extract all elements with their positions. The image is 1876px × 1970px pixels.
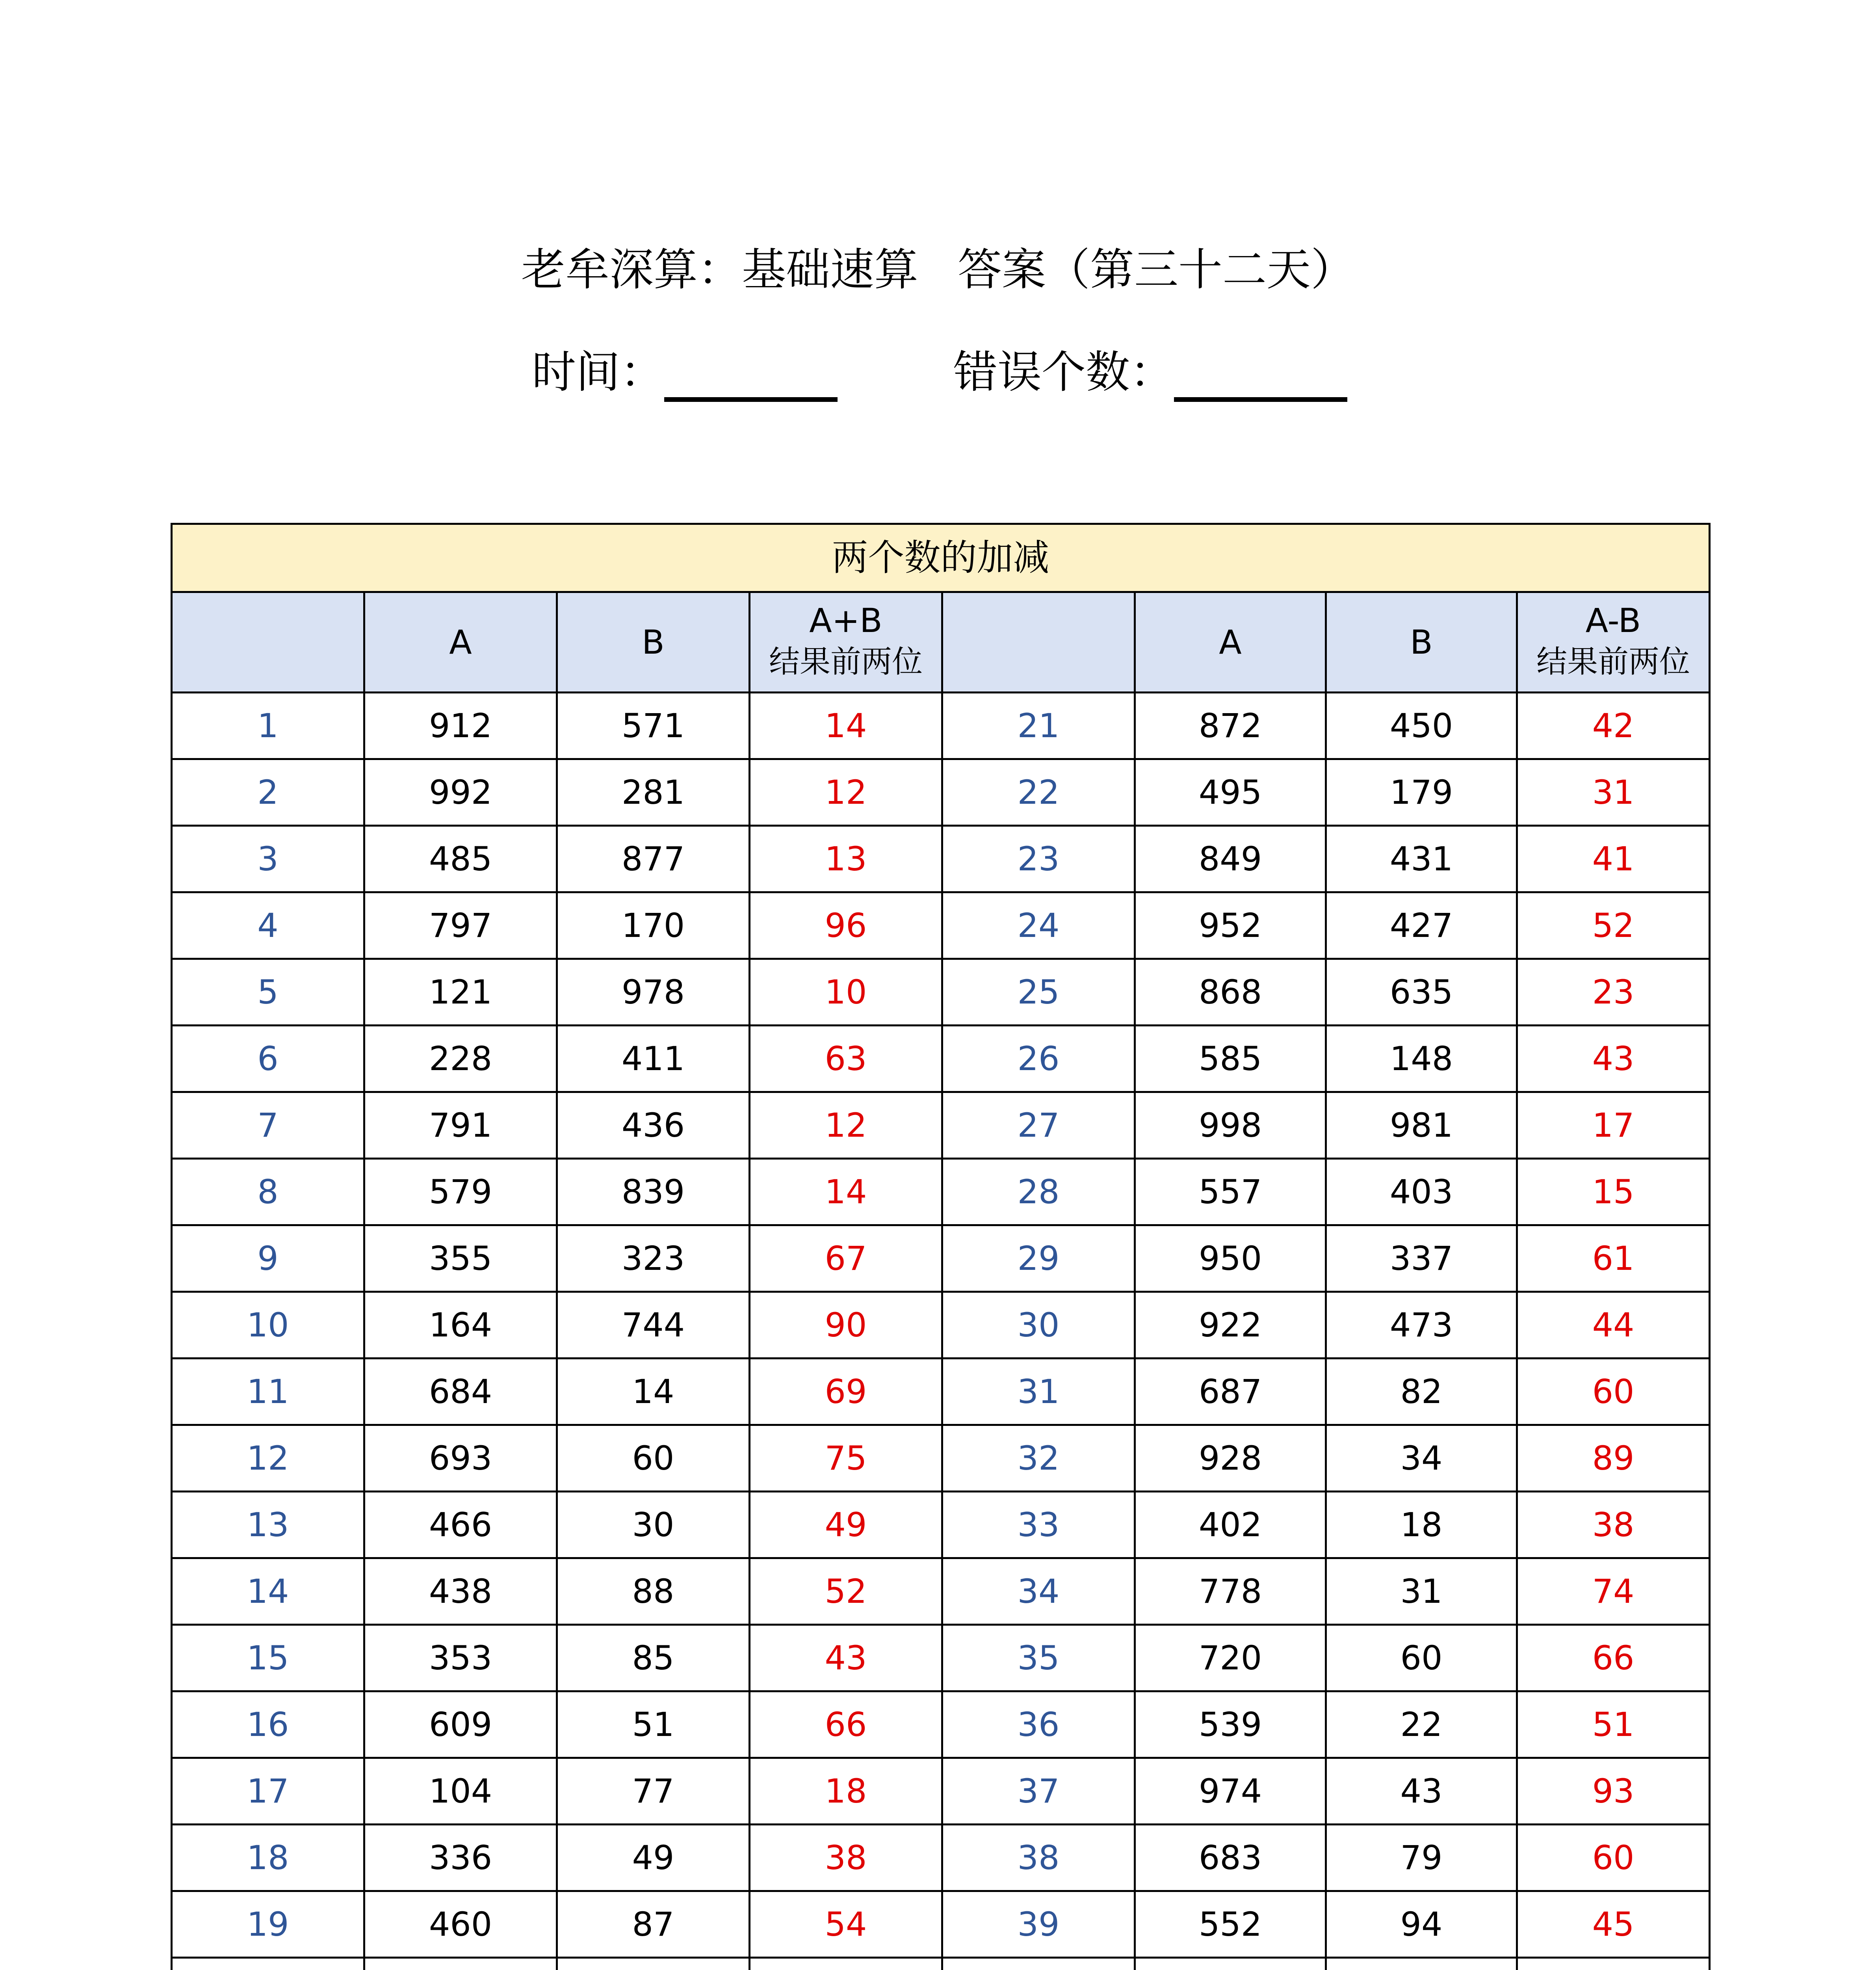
errors-label: 错误个数： (953, 347, 1174, 398)
value-b: 427 (1326, 892, 1517, 959)
answer-diff: 74 (1517, 1558, 1710, 1625)
value-a: 164 (364, 1292, 557, 1359)
table-row (172, 1026, 1710, 1092)
value-b: 34 (1326, 1425, 1517, 1492)
value-a: 683 (1135, 1825, 1326, 1891)
value-a: 687 (1135, 1359, 1326, 1425)
value-a: 849 (1135, 826, 1326, 892)
value-b: 170 (557, 892, 750, 959)
value-a: 355 (364, 1225, 557, 1292)
table-row (172, 1492, 1710, 1558)
row-index: 17 (172, 1758, 364, 1825)
table1-body (172, 693, 1710, 1970)
value-a: 438 (364, 1558, 557, 1625)
row-index: 6 (172, 1026, 364, 1092)
answer-diff: 15 (1517, 1159, 1710, 1225)
answer-sum (750, 1958, 942, 1970)
answer-diff: 51 (1517, 1691, 1710, 1758)
row-index: 25 (942, 959, 1135, 1026)
value-b: 877 (557, 826, 750, 892)
row-index: 31 (942, 1359, 1135, 1425)
value-b: 978 (557, 959, 750, 1026)
answer-diff: 93 (1517, 1758, 1710, 1825)
row-index: 21 (942, 693, 1135, 759)
answer-diff: 31 (1517, 759, 1710, 826)
value-a: 928 (1135, 1425, 1326, 1492)
row-index: 36 (942, 1691, 1135, 1758)
answer-sum: 12 (750, 1092, 942, 1159)
row-index: 9 (172, 1225, 364, 1292)
value-a: 495 (1135, 759, 1326, 826)
row-index: 26 (942, 1026, 1135, 1092)
row-index: 5 (172, 959, 364, 1026)
value-a: 579 (364, 1159, 557, 1225)
value-b: 60 (557, 1425, 750, 1492)
table-row (172, 1691, 1710, 1758)
value-b: 43 (1326, 1758, 1517, 1825)
row-index: 11 (172, 1359, 364, 1425)
answer-diff: 43 (1517, 1026, 1710, 1092)
value-b: 450 (1326, 693, 1517, 759)
page-title (0, 240, 1876, 299)
row-index: 30 (942, 1292, 1135, 1359)
value-a: 797 (364, 892, 557, 959)
row-index: 24 (942, 892, 1135, 959)
answer-diff: 41 (1517, 826, 1710, 892)
value-b: 323 (557, 1225, 750, 1292)
table-row (172, 1891, 1710, 1958)
row-index: 19 (172, 1891, 364, 1958)
value-b: 148 (1326, 1026, 1517, 1092)
value-b: 14 (557, 1359, 750, 1425)
value-b: 94 (1326, 1891, 1517, 1958)
row-index: 4 (172, 892, 364, 959)
row-index: 37 (942, 1758, 1135, 1825)
value-a: 104 (364, 1758, 557, 1825)
answer-sum: 14 (750, 1159, 942, 1225)
title-answer: 答案（第三十二天） (958, 244, 1355, 296)
value-b: 60 (1326, 1625, 1517, 1691)
answer-diff: 23 (1517, 959, 1710, 1026)
answer-sum: 69 (750, 1359, 942, 1425)
header-a-2: A (1135, 592, 1326, 693)
value-b: 88 (557, 1558, 750, 1625)
value-b: 22 (1326, 1691, 1517, 1758)
row-index (942, 1958, 1135, 1970)
title-main: 老牟深算：基础速算 (521, 244, 918, 296)
value-b: 49 (557, 1825, 750, 1891)
table-row (172, 1425, 1710, 1492)
errors-blank[interactable] (1174, 351, 1347, 402)
answer-diff: 89 (1517, 1425, 1710, 1492)
value-a: 872 (1135, 693, 1326, 759)
errors-field (953, 343, 1347, 402)
value-a: 950 (1135, 1225, 1326, 1292)
value-b (557, 1958, 750, 1970)
row-index: 35 (942, 1625, 1135, 1691)
value-a: 693 (364, 1425, 557, 1492)
value-a: 402 (1135, 1492, 1326, 1558)
header-sum (750, 592, 942, 693)
value-a: 336 (364, 1825, 557, 1891)
answer-diff: 61 (1517, 1225, 1710, 1292)
time-blank[interactable] (664, 351, 838, 402)
row-index: 2 (172, 759, 364, 826)
time-field (532, 343, 838, 402)
answer-diff: 17 (1517, 1092, 1710, 1159)
answer-diff: 38 (1517, 1492, 1710, 1558)
value-a: 974 (1135, 1758, 1326, 1825)
table-row (172, 759, 1710, 826)
row-index: 15 (172, 1625, 364, 1691)
table-banner (172, 524, 1710, 592)
value-a: 466 (364, 1492, 557, 1558)
row-index: 10 (172, 1292, 364, 1359)
table-row (172, 1159, 1710, 1225)
add-subtract-table (171, 523, 1711, 1970)
table-row (172, 892, 1710, 959)
row-index: 7 (172, 1092, 364, 1159)
header-diff (1517, 592, 1710, 693)
answer-sum: 52 (750, 1558, 942, 1625)
answer-diff: 60 (1517, 1359, 1710, 1425)
value-a: 353 (364, 1625, 557, 1691)
value-a: 998 (1135, 1092, 1326, 1159)
row-index: 1 (172, 693, 364, 759)
answer-sum: 49 (750, 1492, 942, 1558)
value-a: 952 (1135, 892, 1326, 959)
answer-sum: 38 (750, 1825, 942, 1891)
value-b: 51 (557, 1691, 750, 1758)
value-a: 228 (364, 1026, 557, 1092)
row-index: 28 (942, 1159, 1135, 1225)
table-row (172, 1359, 1710, 1425)
answer-diff: 52 (1517, 892, 1710, 959)
answer-sum: 63 (750, 1026, 942, 1092)
value-b (1326, 1958, 1517, 1970)
header-index (172, 592, 364, 693)
row-index: 22 (942, 759, 1135, 826)
value-a: 460 (364, 1891, 557, 1958)
row-index: 32 (942, 1425, 1135, 1492)
value-b: 79 (1326, 1825, 1517, 1891)
row-index: 16 (172, 1691, 364, 1758)
row-index: 27 (942, 1092, 1135, 1159)
table-row (172, 1092, 1710, 1159)
answer-sum: 12 (750, 759, 942, 826)
row-index: 18 (172, 1825, 364, 1891)
answer-diff: 44 (1517, 1292, 1710, 1359)
value-a: 585 (1135, 1026, 1326, 1092)
value-b: 31 (1326, 1558, 1517, 1625)
score-fields (0, 343, 1876, 406)
value-b: 411 (557, 1026, 750, 1092)
header-diff-sub: 结果前两位 (1536, 644, 1690, 680)
value-b: 436 (557, 1092, 750, 1159)
row-index: 39 (942, 1891, 1135, 1958)
answer-sum: 13 (750, 826, 942, 892)
value-a: 778 (1135, 1558, 1326, 1625)
value-a: 539 (1135, 1691, 1326, 1758)
value-a: 557 (1135, 1159, 1326, 1225)
value-b: 839 (557, 1159, 750, 1225)
answer-diff: 66 (1517, 1625, 1710, 1691)
row-index: 33 (942, 1492, 1135, 1558)
value-b: 77 (557, 1758, 750, 1825)
value-b: 82 (1326, 1359, 1517, 1425)
header-index-2 (942, 592, 1135, 693)
value-a: 912 (364, 693, 557, 759)
table-row (172, 826, 1710, 892)
answer-diff: 60 (1517, 1825, 1710, 1891)
answer-sum: 54 (750, 1891, 942, 1958)
header-row (172, 592, 1710, 693)
value-a: 552 (1135, 1891, 1326, 1958)
value-a (364, 1958, 557, 1970)
value-a: 868 (1135, 959, 1326, 1026)
answer-sum: 96 (750, 892, 942, 959)
value-a: 121 (364, 959, 557, 1026)
answer-sum: 14 (750, 693, 942, 759)
answer-sum: 67 (750, 1225, 942, 1292)
value-b: 635 (1326, 959, 1517, 1026)
answer-sum: 75 (750, 1425, 942, 1492)
value-b: 30 (557, 1492, 750, 1558)
value-b: 403 (1326, 1159, 1517, 1225)
value-a: 609 (364, 1691, 557, 1758)
row-index: 29 (942, 1225, 1135, 1292)
row-index: 13 (172, 1492, 364, 1558)
table-row (172, 1625, 1710, 1691)
value-a (1135, 1958, 1326, 1970)
answer-sum: 43 (750, 1625, 942, 1691)
value-a: 485 (364, 826, 557, 892)
answer-diff: 45 (1517, 1891, 1710, 1958)
answer-sum: 18 (750, 1758, 942, 1825)
answer-sum: 10 (750, 959, 942, 1026)
answer-sum: 66 (750, 1691, 942, 1758)
row-index: 12 (172, 1425, 364, 1492)
value-a: 922 (1135, 1292, 1326, 1359)
value-b: 18 (1326, 1492, 1517, 1558)
table-row (172, 1825, 1710, 1891)
header-sum-label: A+B (809, 601, 882, 640)
table-row (172, 1558, 1710, 1625)
value-b: 337 (1326, 1225, 1517, 1292)
table-row (172, 959, 1710, 1026)
row-index (172, 1958, 364, 1970)
table-row (172, 693, 1710, 759)
row-index: 14 (172, 1558, 364, 1625)
value-b: 179 (1326, 759, 1517, 826)
value-b: 431 (1326, 826, 1517, 892)
value-a: 720 (1135, 1625, 1326, 1691)
table-row (172, 1292, 1710, 1359)
table-row (172, 1958, 1710, 1970)
value-a: 791 (364, 1092, 557, 1159)
row-index: 8 (172, 1159, 364, 1225)
value-b: 87 (557, 1891, 750, 1958)
header-b-2: B (1326, 592, 1517, 693)
time-label: 时间： (532, 347, 664, 398)
value-b: 571 (557, 693, 750, 759)
table-row (172, 1225, 1710, 1292)
value-a: 684 (364, 1359, 557, 1425)
value-a: 992 (364, 759, 557, 826)
value-b: 85 (557, 1625, 750, 1691)
row-index: 23 (942, 826, 1135, 892)
header-diff-label: A-B (1585, 601, 1641, 640)
header-a: A (364, 592, 557, 693)
value-b: 981 (1326, 1092, 1517, 1159)
header-b: B (557, 592, 750, 693)
value-b: 281 (557, 759, 750, 826)
row-index: 34 (942, 1558, 1135, 1625)
table-row (172, 1758, 1710, 1825)
value-b: 744 (557, 1292, 750, 1359)
answer-diff: 42 (1517, 693, 1710, 759)
row-index: 3 (172, 826, 364, 892)
banner-title: 两个数的加减 (172, 524, 1710, 592)
answer-sum: 90 (750, 1292, 942, 1359)
value-b: 473 (1326, 1292, 1517, 1359)
header-sum-sub: 结果前两位 (769, 644, 923, 680)
row-index: 38 (942, 1825, 1135, 1891)
answer-diff (1517, 1958, 1710, 1970)
